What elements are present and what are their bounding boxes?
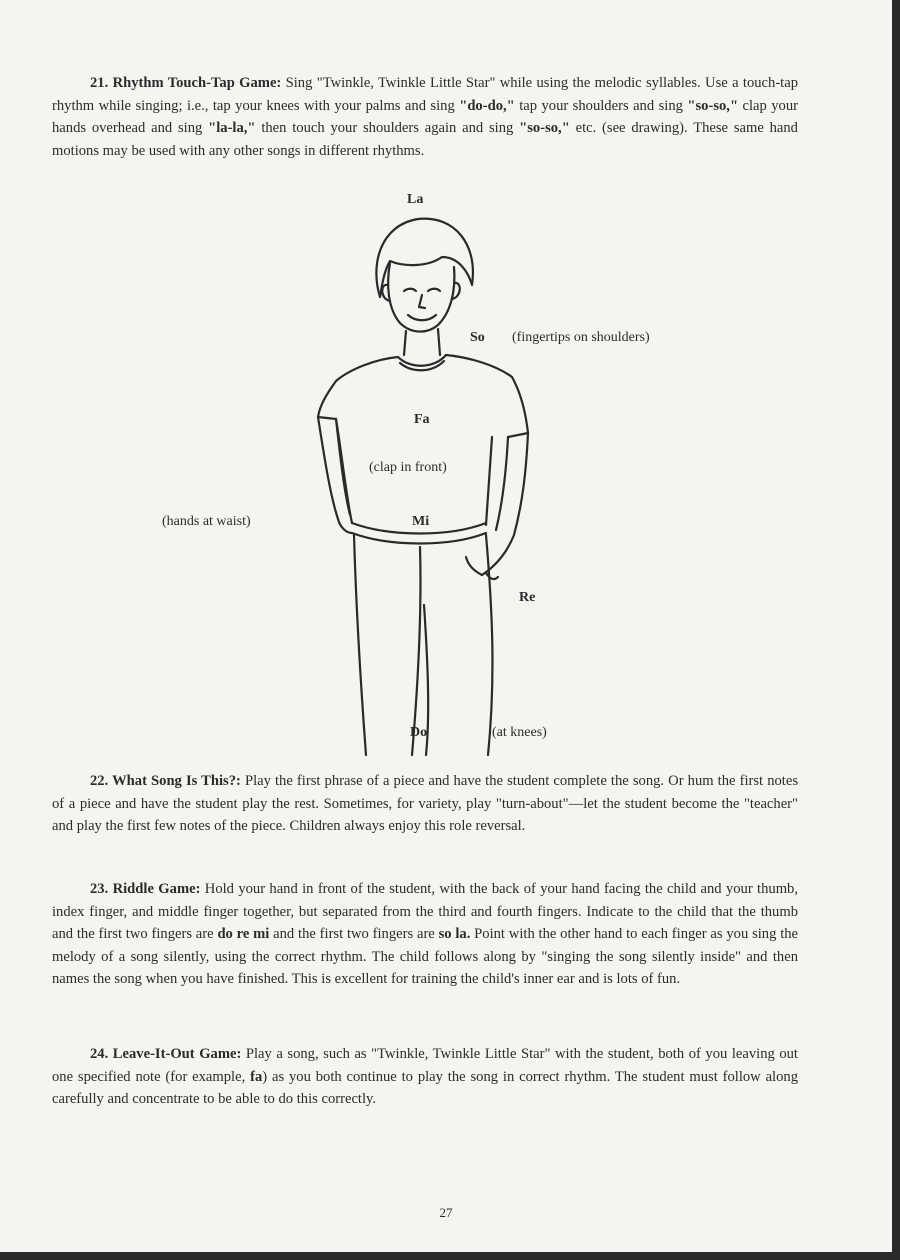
label-mi-note: (hands at waist) [162, 514, 251, 529]
label-fa-note: (clap in front) [369, 460, 447, 475]
paragraph-21-title: 21. Rhythm Touch-Tap Game: [90, 75, 282, 91]
paragraph-23: 23. Riddle Game: Hold your hand in front of the student, with the back of your hand facing the child and your thumb, index finger, and middle finger together, but separated from the third and fourth fingers. Indicate to the child that the thumb and the first two fingers are do re mi and the first two fingers are so la. Point with the other hand to each finger as you sing the melody of a song silently, using the correct rhythm. The child follows along by "singing the song silently inside" and then names the song when you have finished. This is excellent for training the child's inner ear and is lots of fun. [52, 881, 799, 987]
label-fa: Fa [414, 412, 430, 427]
paragraph-21: 21. Rhythm Touch-Tap Game: Sing "Twinkle, Twinkle Little Star" while using the melodic syllables. Use a touch-tap rhythm while singing; i.e., tap your knees with your palms and sing "do-do," tap your shoulders and sing "so-so," clap your hands overhead and sing "la-la," then touch your shoulders again and sing "so-so," etc. (see drawing). These same hand motions may be used with any other songs in different rhythms. [52, 75, 799, 159]
paragraph-22-title: 22. What Song Is This?: [90, 773, 241, 789]
label-so: So [470, 330, 485, 345]
paragraph-22: 22. What Song Is This?: Play the first phrase of a piece and have the student complete the song. Or hum the first notes of a piece and have the student play the rest. Sometimes, for variety, play "turn-about"—let the student become the "teacher" and play the first few notes of the piece. Children always enjoy this role reversal. [52, 773, 798, 834]
label-re: Re [519, 590, 536, 605]
label-mi: Mi [412, 514, 430, 529]
label-do: Do [410, 725, 428, 740]
paragraph-24-title: 24. Leave-It-Out Game: [90, 1046, 242, 1062]
label-la: La [407, 192, 424, 207]
paragraph-24: 24. Leave-It-Out Game: Play a song, such as "Twinkle, Twinkle Little Star" with the student, both of you leaving out one specified note (for example, fa) as you both continue to play the song in correct rhythm. The student must follow along carefully and concentrate to be able to do this correctly. [52, 1046, 798, 1107]
label-do-note: (at knees) [492, 725, 547, 740]
page-number: 27 [439, 1205, 453, 1220]
paragraph-23-title: 23. Riddle Game: [90, 881, 201, 897]
person-drawing [300, 205, 540, 765]
label-so-note: (fingertips on shoulders) [512, 330, 650, 345]
